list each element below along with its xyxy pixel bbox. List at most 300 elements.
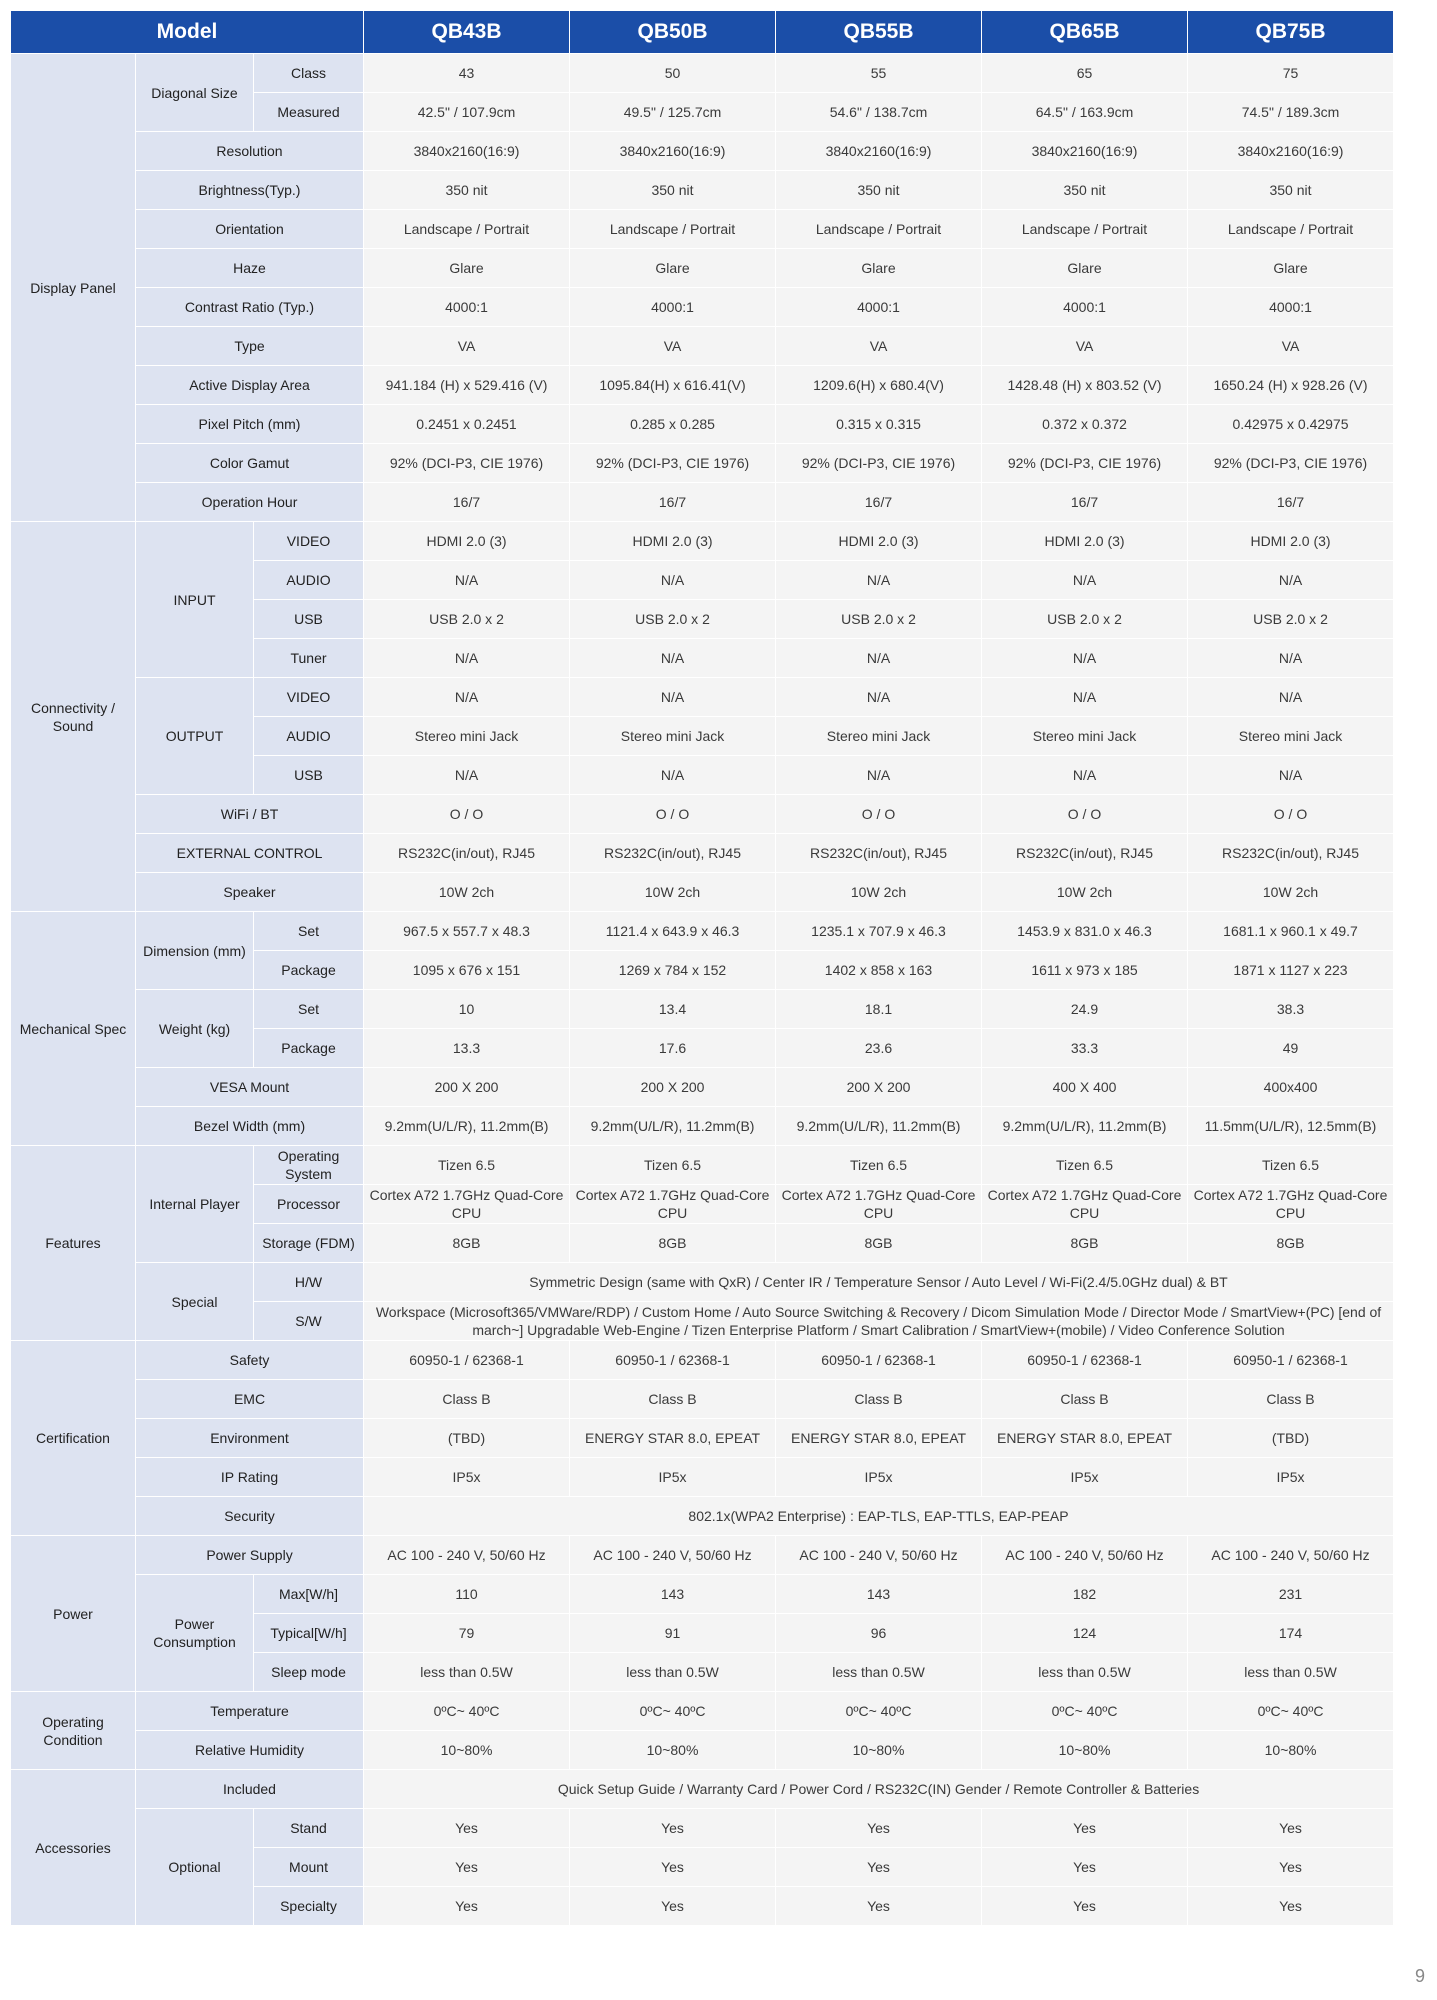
row-label: Safety [136,1341,364,1380]
row-label: Included [136,1770,364,1809]
value-cell: N/A [776,756,982,795]
row-label: EXTERNAL CONTROL [136,834,364,873]
value-cell: USB 2.0 x 2 [776,600,982,639]
value-cell: 350 nit [1188,171,1394,210]
value-cell: 60950-1 / 62368-1 [776,1341,982,1380]
value-cell: 8GB [364,1224,570,1263]
value-cell: 10~80% [776,1731,982,1770]
value-cell: N/A [570,756,776,795]
value-cell: 110 [364,1575,570,1614]
merged-value-cell: Symmetric Design (same with QxR) / Center IR / Temperature Sensor / Auto Level / Wi-Fi(2.4/5.0GHz dual) & BT [364,1263,1394,1302]
row-label: VESA Mount [136,1068,364,1107]
value-cell: HDMI 2.0 (3) [364,522,570,561]
value-cell: Tizen 6.5 [982,1146,1188,1185]
value-cell: N/A [1188,678,1394,717]
value-cell: 231 [1188,1575,1394,1614]
table-row [11,1263,1394,1302]
value-cell: 8GB [776,1224,982,1263]
row-label: Security [136,1497,364,1536]
value-cell: 0.372 x 0.372 [982,405,1188,444]
value-cell: 4000:1 [776,288,982,327]
value-cell: Tizen 6.5 [570,1146,776,1185]
value-cell: 0ºC~ 40ºC [364,1692,570,1731]
value-cell: less than 0.5W [982,1653,1188,1692]
table-row [11,249,1394,288]
value-cell: 42.5" / 107.9cm [364,93,570,132]
row-label: INPUT [136,522,254,678]
row-label: USB [254,756,364,795]
row-label: Operating System [254,1146,364,1185]
value-cell: Cortex A72 1.7GHz Quad-Core CPU [1188,1185,1394,1224]
row-label: Power Supply [136,1536,364,1575]
value-cell: 941.184 (H) x 529.416 (V) [364,366,570,405]
value-cell: Class B [1188,1380,1394,1419]
value-cell: O / O [776,795,982,834]
row-label: Diagonal Size [136,54,254,132]
value-cell: (TBD) [364,1419,570,1458]
value-cell: HDMI 2.0 (3) [1188,522,1394,561]
value-cell: HDMI 2.0 (3) [982,522,1188,561]
value-cell: Landscape / Portrait [364,210,570,249]
value-cell: IP5x [570,1458,776,1497]
value-cell: N/A [1188,756,1394,795]
value-cell: 16/7 [776,483,982,522]
table-row [11,912,1394,951]
value-cell: Cortex A72 1.7GHz Quad-Core CPU [776,1185,982,1224]
value-cell: Stereo mini Jack [570,717,776,756]
table-row [11,54,1394,93]
value-cell: 92% (DCI-P3, CIE 1976) [776,444,982,483]
page-number: 9 [1414,1966,1425,1986]
value-cell: Yes [1188,1887,1394,1926]
value-cell: Stereo mini Jack [1188,717,1394,756]
table-row [11,1536,1394,1575]
value-cell: 50 [570,54,776,93]
value-cell: VA [1188,327,1394,366]
value-cell: 182 [982,1575,1188,1614]
row-label: Type [136,327,364,366]
table-row [11,1575,1394,1614]
table-row [11,522,1394,561]
table-row [11,678,1394,717]
row-label: Package [254,1029,364,1068]
row-label: Storage (FDM) [254,1224,364,1263]
value-cell: 350 nit [364,171,570,210]
row-label: Certification [11,1341,136,1536]
value-cell: O / O [570,795,776,834]
row-label: OUTPUT [136,678,254,795]
table-row [11,132,1394,171]
table-row [11,1731,1394,1770]
row-label: Processor [254,1185,364,1224]
value-cell: N/A [364,561,570,600]
table-row [11,1146,1394,1185]
table-row [11,1770,1394,1809]
value-cell: 79 [364,1614,570,1653]
value-cell: 1650.24 (H) x 928.26 (V) [1188,366,1394,405]
value-cell: Glare [1188,249,1394,288]
value-cell: 1428.48 (H) x 803.52 (V) [982,366,1188,405]
value-cell: 4000:1 [982,288,1188,327]
value-cell: Class B [982,1380,1188,1419]
row-label: AUDIO [254,561,364,600]
value-cell: IP5x [364,1458,570,1497]
row-label: VIDEO [254,522,364,561]
value-cell: 17.6 [570,1029,776,1068]
row-label: Package [254,951,364,990]
row-label: Class [254,54,364,93]
value-cell: ENERGY STAR 8.0, EPEAT [982,1419,1188,1458]
merged-value-cell: 802.1x(WPA2 Enterprise) : EAP-TLS, EAP-TTLS, EAP-PEAP [364,1497,1394,1536]
value-cell: HDMI 2.0 (3) [776,522,982,561]
value-cell: 1402 x 858 x 163 [776,951,982,990]
value-cell: N/A [1188,561,1394,600]
value-cell: 4000:1 [1188,288,1394,327]
value-cell: Cortex A72 1.7GHz Quad-Core CPU [570,1185,776,1224]
value-cell: O / O [982,795,1188,834]
value-cell: 60950-1 / 62368-1 [364,1341,570,1380]
value-cell: 8GB [982,1224,1188,1263]
value-cell: Glare [776,249,982,288]
value-cell: 10W 2ch [364,873,570,912]
value-cell: 200 X 200 [364,1068,570,1107]
value-cell: 92% (DCI-P3, CIE 1976) [982,444,1188,483]
value-cell: 49 [1188,1029,1394,1068]
row-label: Haze [136,249,364,288]
value-cell: N/A [570,639,776,678]
table-row [11,795,1394,834]
value-cell: Glare [982,249,1188,288]
value-cell: 400 X 400 [982,1068,1188,1107]
value-cell: 10W 2ch [776,873,982,912]
value-cell: 1453.9 x 831.0 x 46.3 [982,912,1188,951]
value-cell: Tizen 6.5 [776,1146,982,1185]
row-label: Environment [136,1419,364,1458]
value-cell: VA [364,327,570,366]
value-cell: 38.3 [1188,990,1394,1029]
value-cell: N/A [1188,639,1394,678]
value-cell: IP5x [982,1458,1188,1497]
table-row [11,1419,1394,1458]
value-cell: 10~80% [982,1731,1188,1770]
value-cell: 54.6" / 138.7cm [776,93,982,132]
value-cell: Yes [1188,1848,1394,1887]
row-label: Stand [254,1809,364,1848]
value-cell: Stereo mini Jack [776,717,982,756]
row-label: Features [11,1146,136,1341]
table-row [11,288,1394,327]
value-cell: AC 100 - 240 V, 50/60 Hz [570,1536,776,1575]
value-cell: USB 2.0 x 2 [570,600,776,639]
value-cell: 174 [1188,1614,1394,1653]
table-row [11,327,1394,366]
value-cell: N/A [570,561,776,600]
value-cell: 43 [364,54,570,93]
value-cell: Yes [570,1887,776,1926]
value-cell: 0.315 x 0.315 [776,405,982,444]
row-label: Color Gamut [136,444,364,483]
value-cell: O / O [1188,795,1394,834]
value-cell: 0.285 x 0.285 [570,405,776,444]
value-cell: 92% (DCI-P3, CIE 1976) [364,444,570,483]
value-cell: 11.5mm(U/L/R), 12.5mm(B) [1188,1107,1394,1146]
value-cell: 55 [776,54,982,93]
value-cell: 4000:1 [570,288,776,327]
table-row [11,834,1394,873]
value-cell: 60950-1 / 62368-1 [1188,1341,1394,1380]
value-cell: Landscape / Portrait [982,210,1188,249]
value-cell: 10 [364,990,570,1029]
value-cell: RS232C(in/out), RJ45 [364,834,570,873]
row-label: Set [254,990,364,1029]
row-label: H/W [254,1263,364,1302]
value-cell: 967.5 x 557.7 x 48.3 [364,912,570,951]
row-label: S/W [254,1302,364,1341]
value-cell: Yes [982,1887,1188,1926]
value-cell: N/A [982,678,1188,717]
value-cell: USB 2.0 x 2 [982,600,1188,639]
value-cell: 400x400 [1188,1068,1394,1107]
row-label: Specialty [254,1887,364,1926]
table-row [11,1380,1394,1419]
row-label: Internal Player [136,1146,254,1263]
table-row [11,990,1394,1029]
value-cell: 33.3 [982,1029,1188,1068]
value-cell: 9.2mm(U/L/R), 11.2mm(B) [364,1107,570,1146]
value-cell: VA [570,327,776,366]
value-cell: Tizen 6.5 [364,1146,570,1185]
merged-value-cell: Quick Setup Guide / Warranty Card / Power Cord / RS232C(IN) Gender / Remote Controller & Batteries [364,1770,1394,1809]
header-model-2: QB50B [570,11,776,54]
value-cell: less than 0.5W [776,1653,982,1692]
row-label: Bezel Width (mm) [136,1107,364,1146]
header-model-4: QB65B [982,11,1188,54]
value-cell: less than 0.5W [364,1653,570,1692]
row-label: Relative Humidity [136,1731,364,1770]
value-cell: 10W 2ch [982,873,1188,912]
value-cell: 200 X 200 [776,1068,982,1107]
value-cell: N/A [982,639,1188,678]
value-cell: RS232C(in/out), RJ45 [776,834,982,873]
value-cell: 10W 2ch [570,873,776,912]
row-label: IP Rating [136,1458,364,1497]
value-cell: 3840x2160(16:9) [982,132,1188,171]
value-cell: 3840x2160(16:9) [364,132,570,171]
value-cell: 1611 x 973 x 185 [982,951,1188,990]
value-cell: AC 100 - 240 V, 50/60 Hz [364,1536,570,1575]
value-cell: 24.9 [982,990,1188,1029]
value-cell: VA [982,327,1188,366]
value-cell: 3840x2160(16:9) [570,132,776,171]
table-row [11,405,1394,444]
value-cell: Yes [982,1848,1188,1887]
row-label: Speaker [136,873,364,912]
value-cell: 10~80% [570,1731,776,1770]
value-cell: 0ºC~ 40ºC [776,1692,982,1731]
row-label: Max[W/h] [254,1575,364,1614]
value-cell: O / O [364,795,570,834]
value-cell: USB 2.0 x 2 [364,600,570,639]
header-model-5: QB75B [1188,11,1394,54]
row-label: Special [136,1263,254,1341]
row-label: Sleep mode [254,1653,364,1692]
value-cell: Yes [776,1809,982,1848]
value-cell: Yes [776,1848,982,1887]
value-cell: Cortex A72 1.7GHz Quad-Core CPU [364,1185,570,1224]
value-cell: 18.1 [776,990,982,1029]
value-cell: 143 [776,1575,982,1614]
value-cell: 1121.4 x 643.9 x 46.3 [570,912,776,951]
value-cell: Yes [364,1848,570,1887]
row-label: VIDEO [254,678,364,717]
value-cell: Landscape / Portrait [570,210,776,249]
value-cell: 143 [570,1575,776,1614]
row-label: Contrast Ratio (Typ.) [136,288,364,327]
value-cell: 16/7 [1188,483,1394,522]
value-cell: RS232C(in/out), RJ45 [982,834,1188,873]
value-cell: 23.6 [776,1029,982,1068]
value-cell: AC 100 - 240 V, 50/60 Hz [776,1536,982,1575]
value-cell: 350 nit [570,171,776,210]
row-label: Orientation [136,210,364,249]
value-cell: Yes [364,1809,570,1848]
header-row [11,11,1394,54]
table-body [11,54,1394,1926]
value-cell: Tizen 6.5 [1188,1146,1394,1185]
row-label: Active Display Area [136,366,364,405]
value-cell: 0ºC~ 40ºC [570,1692,776,1731]
value-cell: 16/7 [982,483,1188,522]
value-cell: Yes [776,1887,982,1926]
row-label: Mechanical Spec [11,912,136,1146]
value-cell: 60950-1 / 62368-1 [982,1341,1188,1380]
value-cell: 0.42975 x 0.42975 [1188,405,1394,444]
row-label: Operation Hour [136,483,364,522]
row-label: Set [254,912,364,951]
value-cell: N/A [982,756,1188,795]
value-cell: (TBD) [1188,1419,1394,1458]
value-cell: 60950-1 / 62368-1 [570,1341,776,1380]
value-cell: 0ºC~ 40ºC [982,1692,1188,1731]
value-cell: 92% (DCI-P3, CIE 1976) [570,444,776,483]
value-cell: 10W 2ch [1188,873,1394,912]
value-cell: 64.5" / 163.9cm [982,93,1188,132]
table-row [11,171,1394,210]
value-cell: Glare [364,249,570,288]
row-label: Connectivity / Sound [11,522,136,912]
value-cell: RS232C(in/out), RJ45 [570,834,776,873]
table-row [11,1809,1394,1848]
header-model-3: QB55B [776,11,982,54]
value-cell: 9.2mm(U/L/R), 11.2mm(B) [570,1107,776,1146]
value-cell: 124 [982,1614,1188,1653]
header-model-label: Model [11,11,364,54]
value-cell: Class B [570,1380,776,1419]
value-cell: Stereo mini Jack [982,717,1188,756]
value-cell: 1095.84(H) x 616.41(V) [570,366,776,405]
value-cell: N/A [364,678,570,717]
value-cell: RS232C(in/out), RJ45 [1188,834,1394,873]
value-cell: 10~80% [1188,1731,1394,1770]
row-label: Dimension (mm) [136,912,254,990]
value-cell: ENERGY STAR 8.0, EPEAT [570,1419,776,1458]
row-label: Operating Condition [11,1692,136,1770]
value-cell: less than 0.5W [1188,1653,1394,1692]
value-cell: 96 [776,1614,982,1653]
value-cell: Stereo mini Jack [364,717,570,756]
row-label: Temperature [136,1692,364,1731]
row-label: WiFi / BT [136,795,364,834]
value-cell: 1681.1 x 960.1 x 49.7 [1188,912,1394,951]
value-cell: 3840x2160(16:9) [776,132,982,171]
table-row [11,210,1394,249]
merged-value-cell: Workspace (Microsoft365/VMWare/RDP) / Custom Home / Auto Source Switching & Recovery / Dicom Simulation Mode / Director Mode / SmartView+(PC) [end of march~] Upgradable Web-Engine / Tizen Enterprise Platform / Smart Calibration / SmartView+(mobile) / Video Conference Solution [364,1302,1394,1341]
table-header [11,11,1394,54]
value-cell: Class B [776,1380,982,1419]
value-cell: 91 [570,1614,776,1653]
value-cell: 3840x2160(16:9) [1188,132,1394,171]
value-cell: N/A [364,756,570,795]
row-label: Typical[W/h] [254,1614,364,1653]
row-label: Power Consumption [136,1575,254,1692]
value-cell: IP5x [776,1458,982,1497]
value-cell: N/A [776,639,982,678]
value-cell: N/A [570,678,776,717]
table-row [11,1497,1394,1536]
value-cell: 350 nit [776,171,982,210]
value-cell: 16/7 [570,483,776,522]
table-row [11,483,1394,522]
value-cell: less than 0.5W [570,1653,776,1692]
value-cell: N/A [982,561,1188,600]
row-label: Weight (kg) [136,990,254,1068]
value-cell: 9.2mm(U/L/R), 11.2mm(B) [982,1107,1188,1146]
value-cell: 16/7 [364,483,570,522]
row-label: Brightness(Typ.) [136,171,364,210]
value-cell: AC 100 - 240 V, 50/60 Hz [1188,1536,1394,1575]
value-cell: Cortex A72 1.7GHz Quad-Core CPU [982,1185,1188,1224]
value-cell: Yes [570,1809,776,1848]
value-cell: 1209.6(H) x 680.4(V) [776,366,982,405]
value-cell: Glare [570,249,776,288]
table-row [11,1341,1394,1380]
value-cell: Yes [364,1887,570,1926]
table-row [11,444,1394,483]
row-label: Mount [254,1848,364,1887]
value-cell: VA [776,327,982,366]
table-row [11,1692,1394,1731]
row-label: Accessories [11,1770,136,1926]
table-row [11,1458,1394,1497]
row-label: Pixel Pitch (mm) [136,405,364,444]
row-label: Optional [136,1809,254,1926]
value-cell: 0.2451 x 0.2451 [364,405,570,444]
value-cell: Yes [1188,1809,1394,1848]
table-row [11,873,1394,912]
value-cell: IP5x [1188,1458,1394,1497]
value-cell: Landscape / Portrait [776,210,982,249]
spec-table [10,10,1394,1926]
value-cell: 65 [982,54,1188,93]
table-row [11,1107,1394,1146]
value-cell: 4000:1 [364,288,570,327]
value-cell: HDMI 2.0 (3) [570,522,776,561]
value-cell: 8GB [570,1224,776,1263]
value-cell: 75 [1188,54,1394,93]
row-label: AUDIO [254,717,364,756]
value-cell: Yes [570,1848,776,1887]
row-label: USB [254,600,364,639]
